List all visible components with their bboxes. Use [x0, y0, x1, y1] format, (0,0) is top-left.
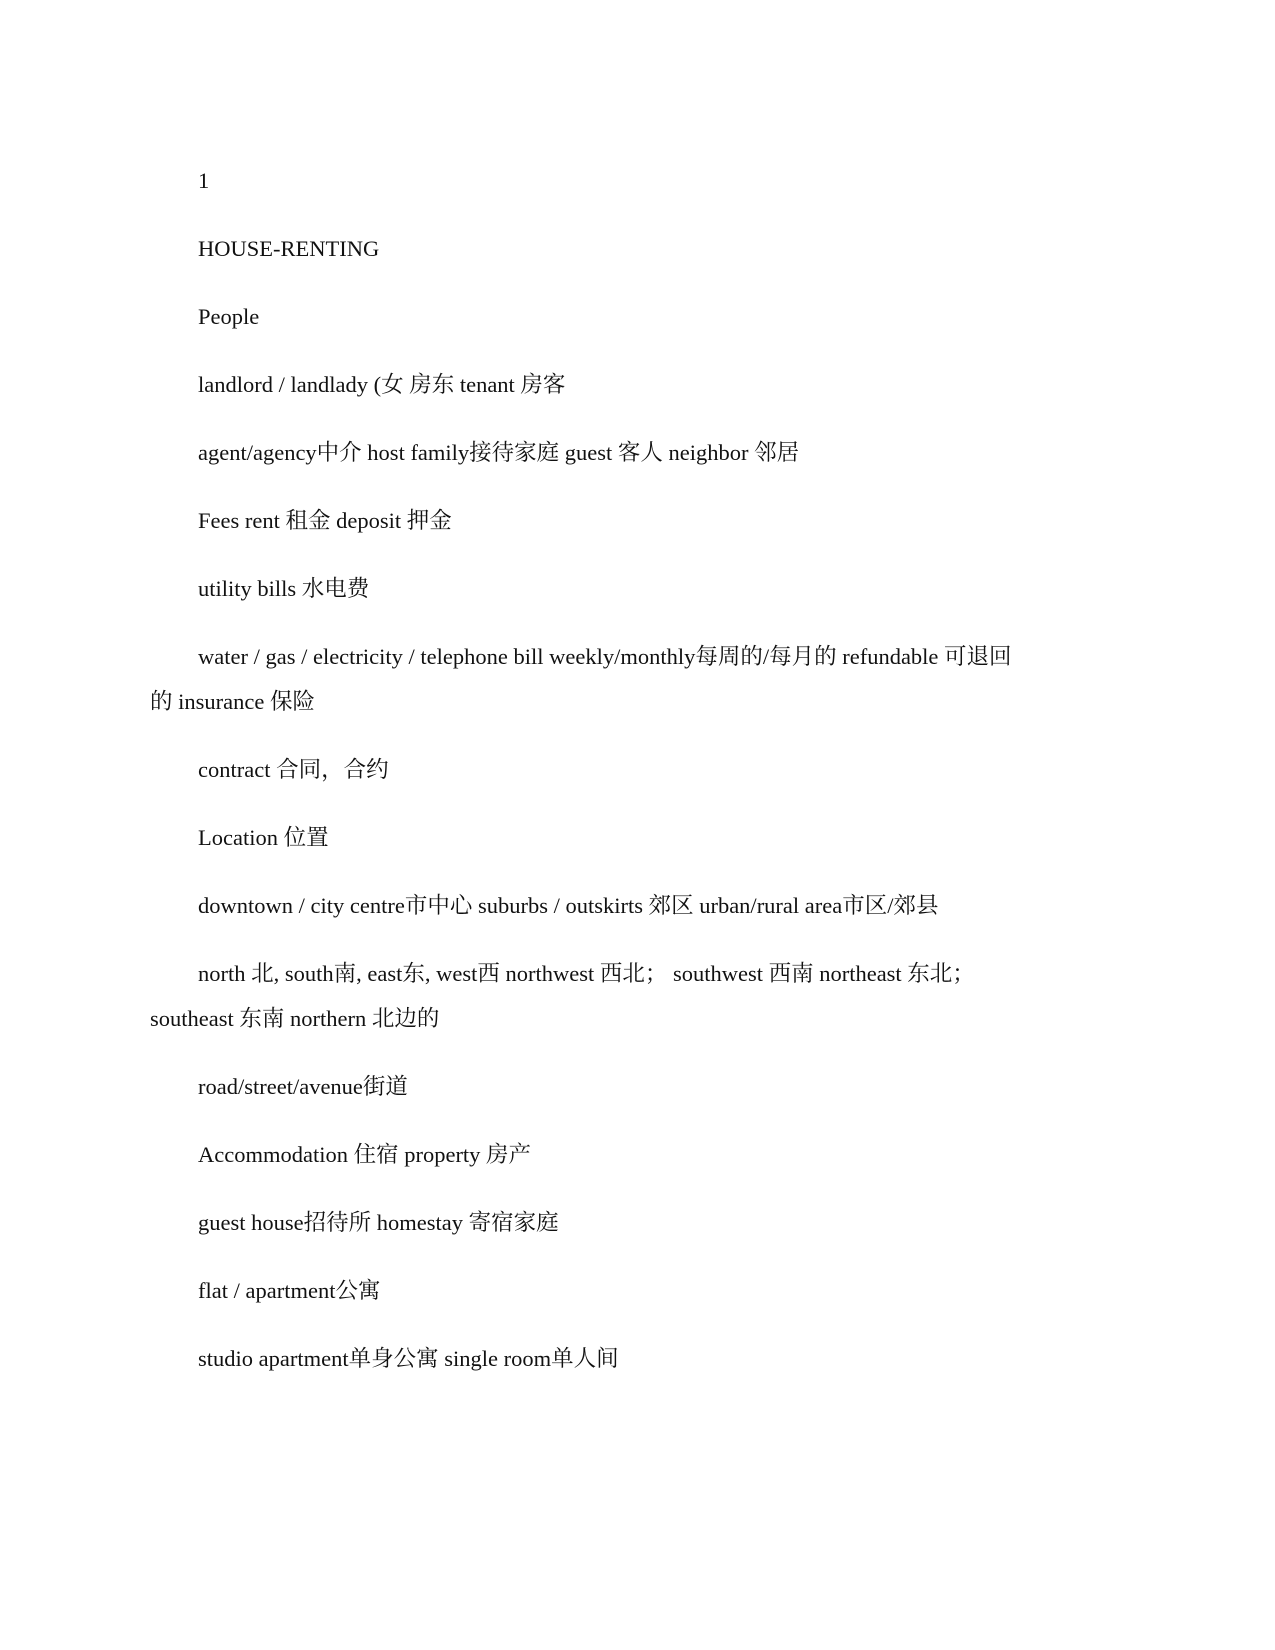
paragraph-bills: water / gas / electricity / telephone bill weekly/monthly每周的/每月的 refundable 可退回的 insurance 保险: [150, 644, 1012, 714]
paragraph-landlord: landlord / landlady (女 房东 tenant 房客: [198, 372, 566, 397]
paragraph-location: Location 位置: [198, 825, 329, 850]
paragraph-agent: agent/agency中介 host family接待家庭 guest 客人 neighbor 邻居: [198, 440, 800, 465]
document-body: [150, 158, 1030, 1404]
paragraph-studio: studio apartment单身公寓 single room单人间: [198, 1346, 619, 1371]
paragraph-utility-bills: utility bills 水电费: [198, 576, 370, 601]
document-title: HOUSE-RENTING: [198, 236, 380, 261]
paragraph-directions: north 北, south南, east东, west西 northwest 西北； southwest 西南 northeast 东北； southeast 东南 northern 北边的: [150, 961, 975, 1031]
paragraph-road: road/street/avenue街道: [198, 1074, 408, 1099]
paragraph-fees: Fees rent 租金 deposit 押金: [198, 508, 452, 533]
paragraph-flat: flat / apartment公寓: [198, 1278, 381, 1303]
paragraph-guest-house: guest house招待所 homestay 寄宿家庭: [198, 1210, 559, 1235]
paragraph-downtown: downtown / city centre市中心 suburbs / outskirts 郊区 urban/rural area市区/郊县: [198, 893, 939, 918]
paragraph-contract: contract 合同，合约: [198, 757, 389, 782]
paragraph-accommodation: Accommodation 住宿 property 房产: [198, 1142, 532, 1167]
page-number: 1: [198, 168, 210, 193]
paragraph-people: People: [198, 304, 260, 329]
